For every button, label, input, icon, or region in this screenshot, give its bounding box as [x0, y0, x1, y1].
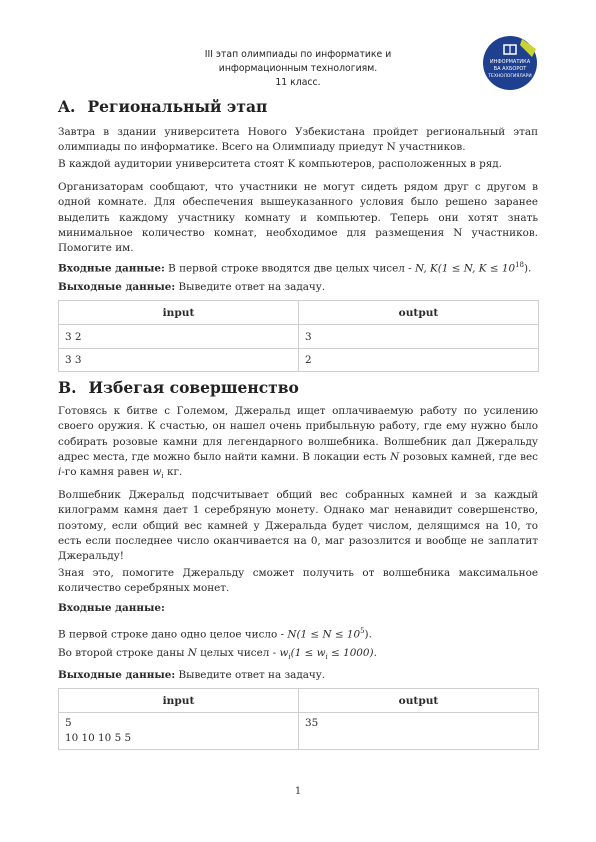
p1-math-n: N — [390, 450, 400, 463]
in2-n: N — [187, 647, 197, 659]
in2-w-sub: i — [288, 653, 291, 662]
table-cell-output-text: 35 — [305, 717, 319, 729]
problem-b-title — [58, 378, 299, 397]
problem-a-title — [58, 97, 267, 116]
logo-text-1: ИНФОРМАТИКА — [489, 59, 531, 65]
olympiad-header — [150, 48, 446, 90]
olympiad-logo — [482, 35, 538, 91]
table-row — [59, 325, 539, 349]
problem-b-input-line-1 — [58, 624, 538, 643]
in2-constraint-tail: ≤ 1000). — [331, 647, 377, 659]
problem-b-title-text: Избегая совершенство — [88, 378, 299, 397]
logo-text-3: ТЕХНОЛОГИЯЛАРИ — [488, 74, 532, 79]
in2-constraint: (1 ≤ w — [290, 647, 326, 659]
table-cell-input — [59, 713, 299, 750]
input-text: В первой строке вводятся две целых чисел - — [168, 262, 412, 275]
input-exponent: 18 — [515, 261, 524, 269]
table-cell-output: 2 — [299, 349, 539, 372]
table-header-input: input — [59, 301, 299, 325]
output-text: Выведите ответ на задачу. — [178, 281, 326, 293]
in2-w-sub-2: i — [325, 653, 328, 662]
in1-tail: ). — [364, 628, 372, 641]
in2-w: w — [279, 647, 289, 659]
in1-exponent: 5 — [360, 627, 365, 635]
in1-text: В первой строке дано одно целое число - — [58, 628, 285, 641]
table-cell-output — [299, 713, 539, 750]
problem-a-output-spec — [58, 280, 538, 295]
in1-constraint: N(1 ≤ N ≤ 10 — [287, 628, 361, 641]
p1-text-a: Готовясь к битве с Големом, Джеральд ищет оплачиваемую работу по усилению своего оружия. К счастью, он нашел очень прибыльную работу, где ему нужно было собирать розовые камни для легендарного волшебника. Волшебник дал Джеральду адрес места, где можно было найти камни. В локации есть — [58, 405, 538, 463]
problem-b-paragraph-1 — [58, 404, 538, 485]
table-cell-input: 3 2 — [59, 325, 299, 349]
problem-b-paragraph-3: Зная это, помогите Джеральду сможет получить от волшебника максимальное количество серебряных монет. — [58, 567, 538, 595]
input-label: Входные данные: — [58, 262, 165, 275]
header-line-3: 11 класс. — [275, 77, 321, 88]
p1-math-w-sub: i — [161, 472, 164, 481]
output-label: Выходные данные: — [58, 669, 176, 681]
header-line-1: III этап олимпиады по информатике и — [204, 49, 392, 60]
table-cell-output: 3 — [299, 325, 539, 349]
problem-b-input-line-2 — [58, 646, 538, 665]
problem-b-examples-table — [58, 688, 539, 750]
problem-a-paragraph-3: Организаторам сообщают, что участники не могут сидеть рядом друг с другом в одной комнате. Для обеспечения вышеуказанного условия было решено заранее выделить каждому участнику комнату и компьютер. Теперь они хотят знать минимальное количество комнат, необходимое для размещения N участников. Помогите им. — [58, 181, 538, 255]
table-cell-input: 3 3 — [59, 349, 299, 372]
table-row — [59, 349, 539, 372]
p1-math-w: w — [152, 466, 162, 479]
in2-text-a: Во второй строке даны — [58, 647, 185, 659]
problem-a-letter: A. — [58, 97, 76, 116]
p1-text-d: кг. — [166, 466, 183, 479]
page-number: 1 — [294, 786, 302, 797]
in2-text-b: целых чисел - — [200, 647, 277, 659]
table-header-input: input — [59, 689, 299, 713]
table-row — [59, 713, 539, 750]
table-header-output: output — [299, 689, 539, 713]
problem-a-paragraph-2: В каждой аудитории университета стоят K компьютеров, расположенных в ряд. — [58, 158, 502, 170]
input-tail: ). — [523, 262, 532, 275]
table-header-row — [59, 301, 539, 325]
problem-b-paragraph-2: Волшебник Джеральд подсчитывает общий вес собранных камней и за каждый килограмм камня дает 1 серебряную монету. Однако маг ненавидит совершенство, поэтому, если общий вес камней у Джеральда будет числом, делящимся на 10, то есть если последнее число оканчивается на 0, маг разозлится и вообще не заплатит Джеральду! — [58, 489, 538, 563]
output-label: Выходные данные: — [58, 281, 176, 293]
table-cell-input-text: 5 10 10 10 5 5 — [65, 717, 132, 744]
table-header-output: output — [299, 301, 539, 325]
problem-b-output-spec — [58, 668, 538, 683]
problem-a-title-text: Региональный этап — [87, 97, 268, 116]
problem-b-input-label: Входные данные: — [58, 602, 165, 614]
problem-a-input-spec — [58, 258, 538, 277]
p1-text-c: -го камня равен — [61, 466, 150, 479]
output-text: Выведите ответ на задачу. — [178, 669, 326, 681]
header-line-2: информационным технологиям. — [218, 63, 378, 74]
problem-b-letter: B. — [58, 378, 77, 397]
problem-a-paragraph-1: Завтра в здании университета Нового Узбекистана пройдет региональный этап олимпиады по информатике. Всего на Олимпиаду приедут N участников. — [58, 126, 538, 154]
logo-text-2: ВА АХБОРОТ — [493, 66, 527, 72]
table-header-row — [59, 689, 539, 713]
problem-a-examples-table — [58, 300, 539, 372]
input-constraint: N, K(1 ≤ N, K ≤ 10 — [414, 262, 516, 275]
p1-text-b: розовых камней, где вес — [402, 450, 539, 463]
p1-math-i: i — [58, 466, 62, 479]
